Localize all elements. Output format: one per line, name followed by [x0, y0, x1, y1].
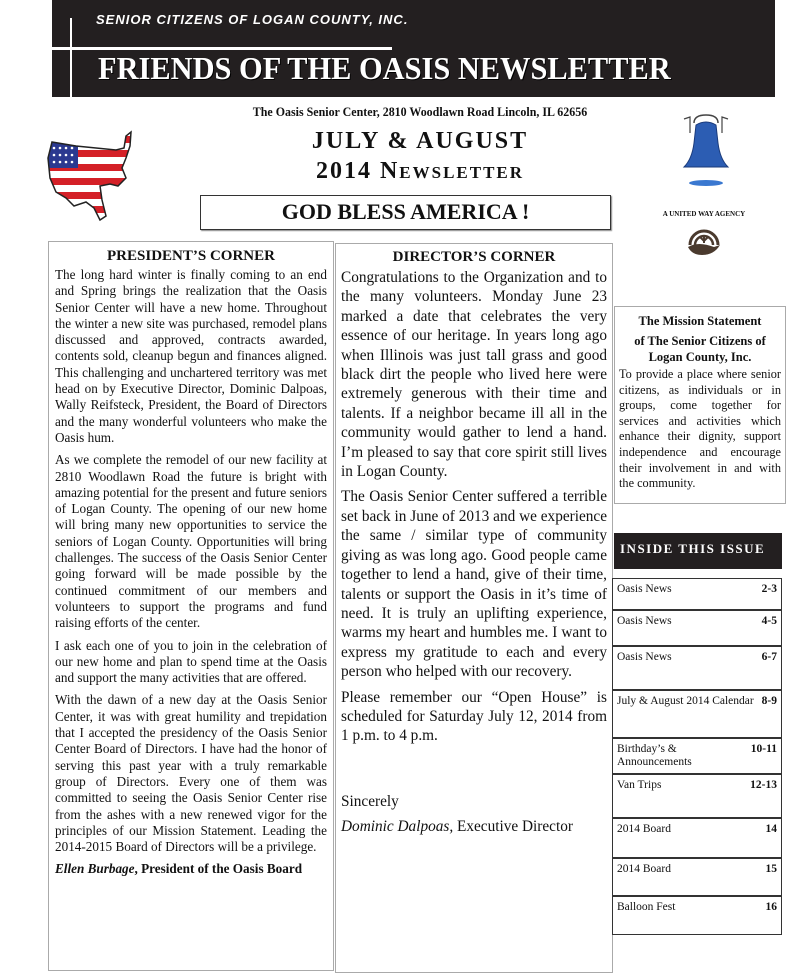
banner: GOD BLESS AMERICA !: [200, 195, 611, 230]
toc-label: Birthday’s & Announcements: [617, 743, 692, 768]
director-signature: [341, 817, 607, 836]
directors-corner-heading: DIRECTOR’S CORNER: [392, 249, 556, 265]
address: The Oasis Senior Center, 2810 Woodlawn Road Lincoln, IL 62656: [252, 104, 588, 119]
toc-label: Balloon Fest: [617, 901, 676, 913]
united-way-text: A UNITED WAY AGENCY: [662, 210, 746, 218]
toc-pages: 14: [765, 823, 777, 835]
toc-item[interactable]: [612, 610, 782, 646]
inside-this-issue-heading: INSIDE THIS ISSUE: [614, 533, 782, 569]
toc-label: Van Trips: [617, 779, 662, 791]
mission-subheading: of The Senior Citizens of Logan County, Inc.: [634, 334, 766, 364]
signature-title: , President of the Oasis Board: [134, 861, 303, 877]
paragraph: I ask each one of you to join in the celebration of our new home and plan to spend time at the Oasis and support the many activities that are offered.: [55, 637, 327, 686]
toc-pages: 10-11: [750, 743, 777, 755]
toc-pages: 4-5: [761, 615, 777, 627]
mission-heading: The Mission Statement: [638, 314, 762, 328]
usa-flag-map-icon: [46, 128, 136, 228]
toc-label: 2014 Board: [617, 823, 671, 835]
paragraph: Congratulations to the Organization and to the many volunteers. Monday June 23 marked a date that celebrates the very essence of our heritage. In years long ago when Illinois was just tall grass and good black dirt the people who lived here were extremely generous with their time and talents. If a neighbor became ill all in the community would gather to lend a hand. I’m pleased to say that core spirit still lives in Logan County.: [341, 269, 607, 481]
toc-item[interactable]: [612, 896, 782, 935]
toc-item[interactable]: [612, 774, 782, 818]
table-of-contents: [612, 578, 782, 935]
toc-label: Oasis News: [617, 583, 672, 595]
organization-name: SENIOR CITIZENS OF LOGAN COUNTY, INC.: [96, 12, 409, 27]
united-way-logo: [662, 210, 746, 262]
toc-item[interactable]: [612, 818, 782, 858]
directors-corner: [335, 243, 613, 973]
toc-pages: 2-3: [761, 583, 777, 595]
signature-name: Ellen Burbage: [55, 861, 135, 877]
paragraph: As we complete the remodel of our new facility at 2810 Woodlawn Road the future is bright with amazing potential for the present and future seniors of Logan County. The opening of our new home will bring many new opportunities to service the seniors of Logan County. Opportunities will bring challenges. The success of the Oasis Senior Center going forward will be made possible by the continued commitment of our members and volunteers to support the programs and fund raising efforts of the center.: [55, 452, 327, 631]
liberty-bell-icon: [680, 113, 732, 187]
toc-label: July & August 2014 Calendar: [617, 695, 754, 707]
toc-item[interactable]: [612, 690, 782, 738]
paragraph: With the dawn of a new day at the Oasis Senior Center, it was with great humility and trepidation that I accepted the presidency of the Oasis Senior Center Board of Directors. I have had the honor of serving this past year with a truly remarkable group of Directors. Every one of them was committed to seeing the Oasis Senior Center rise from the ashes with a new renewed vigor for the principles of our Mission Statement. Leading the 2014-2015 Board of Directors will be a privilege.: [55, 692, 327, 855]
toc-pages: 8-9: [761, 695, 777, 707]
closing: Sincerely: [341, 792, 399, 810]
presidents-corner-heading: PRESIDENT’S CORNER: [107, 248, 275, 264]
toc-item[interactable]: [612, 578, 782, 610]
toc-label: Oasis News: [617, 615, 672, 627]
toc-label: Oasis News: [617, 651, 672, 663]
toc-item[interactable]: [612, 646, 782, 690]
issue-months: JULY & AUGUST: [311, 128, 529, 154]
signature-name: Dominic Dalpoas,: [341, 818, 454, 836]
president-signature: [55, 861, 327, 877]
toc-label: 2014 Board: [617, 863, 671, 875]
signature-title: Executive Director: [453, 818, 573, 836]
united-way-hand-icon: [684, 219, 724, 257]
masthead-vertical-rule: [70, 18, 72, 97]
toc-pages: 15: [765, 863, 777, 875]
toc-pages: 12-13: [750, 779, 777, 791]
toc-pages: 16: [765, 901, 777, 913]
mission-body: To provide a place where senior citizens, as individuals or in groups, come together for services and activities which enhance their dignity, support independence and encourage their involvement in and with the community.: [619, 367, 781, 491]
newsletter-title: FRIENDS OF THE OASIS NEWSLETTER: [98, 50, 671, 86]
paragraph: The Oasis Senior Center suffered a terrible set back in June of 2013 and we experience the same / similar type of community giving as was long ago. Good people came together to lend a hand, give of their time, talents or support the Oasis in it’s time of need. It is truly an uplifting experience, warms my heart and humbles me. I want to express my gratitude to each and every person who helped with our recovery.: [341, 488, 607, 681]
paragraph: The long hard winter is finally coming to an end and Spring brings the realization that the Oasis Senior Center will have a new home. Throughout the winter a new site was purchased, remodel plans discussed and approved, contracts awarded, contents sold, cleanup begun and finances aligned. This challenging and unchartered territory was met head on by Executive Director, Dominic Dalpoas, Wally Reifsteck, President, the Board of Directors and the many wonderful volunteers who make the Oasis hum.: [55, 267, 327, 445]
issue-year: 2014 Newsletter: [315, 158, 525, 184]
paragraph: Please remember our “Open House” is scheduled for Saturday July 12, 2014 from 1 p.m. to 4 p.m.: [341, 688, 607, 745]
presidents-corner: [48, 241, 334, 971]
toc-pages: 6-7: [761, 651, 777, 663]
toc-item[interactable]: [612, 858, 782, 896]
mission-statement: [614, 306, 786, 504]
toc-item[interactable]: [612, 738, 782, 774]
